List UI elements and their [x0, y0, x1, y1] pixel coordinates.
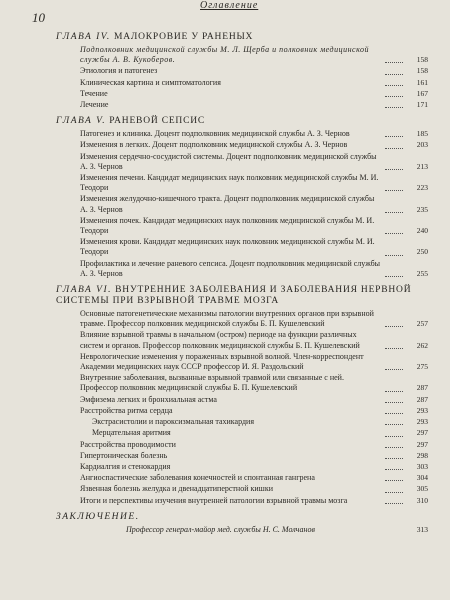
toc-entry-text: Изменения печени. Кандидат медицинских наук полковник медицинской службы М. И. Теодори — [80, 173, 379, 193]
toc-dot-leader — [385, 469, 403, 470]
toc-entry-text: Влияние взрывной травмы в начальном (остром) периоде на функции различных систем и органов. Профессор полковник медицинской службы Б. П. Кушелевский — [80, 330, 360, 350]
toc-dot-leader — [385, 233, 403, 234]
toc-entry — [80, 237, 428, 257]
conclusion-author-row — [126, 525, 428, 535]
toc-entry — [80, 440, 428, 450]
toc-dot-leader — [385, 148, 403, 149]
toc-entry-text: Ангиоспастические заболевания конечностей и спонтанная гангрена — [80, 473, 315, 483]
toc-entry-page: 297 — [416, 428, 428, 438]
toc-entry-page: 255 — [416, 268, 428, 278]
conclusion-title: ЗАКЛЮЧЕНИЕ. — [56, 511, 140, 522]
toc-entry — [80, 78, 428, 88]
toc-entry-text: Язвенная болезнь желудка и двенадцатиперстной кишки — [80, 484, 273, 494]
toc-entry-text: Течение — [80, 88, 108, 98]
toc-entry — [80, 484, 428, 494]
toc-entry — [80, 496, 428, 506]
toc-entry-text: Кардиалгия и стенокардия — [80, 461, 171, 471]
toc-entry-text: Экстрасистолии и пароксизмальная тахикардия — [92, 417, 255, 427]
toc-dot-leader — [385, 255, 403, 256]
toc-entry-page: 203 — [416, 140, 428, 150]
toc-entry-page: 310 — [416, 495, 428, 505]
table-of-contents — [56, 26, 428, 535]
toc-entry-page: 293 — [416, 405, 428, 415]
chapter-heading — [56, 285, 428, 307]
chapter-title: МАЛОКРОВИЕ У РАНЕНЫХ — [110, 32, 254, 42]
toc-entry-page: 235 — [416, 204, 428, 214]
page-header — [0, 0, 450, 25]
toc-entry-page: 298 — [416, 450, 428, 460]
toc-dot-leader — [385, 85, 403, 86]
toc-entry — [80, 373, 428, 393]
toc-dot-leader — [385, 169, 403, 170]
toc-dot-leader — [385, 480, 403, 481]
toc-entry — [80, 473, 428, 483]
toc-dot-leader — [385, 276, 403, 277]
toc-entry-page: 240 — [416, 226, 428, 236]
toc-entry-page: 303 — [416, 461, 428, 471]
toc-entry-text: Изменения в легких. Доцент подполковник медицинской службы А. З. Чернов — [80, 140, 348, 150]
toc-dot-leader — [385, 190, 403, 191]
conclusion-author: Профессор генерал-майор мед. службы Н. С. Молчанов — [126, 524, 315, 534]
toc-entry-text: Изменения желудочно-кишечного тракта. Доцент подполковник медицинской службы А. З. Чернов — [80, 194, 375, 214]
chapter-label: ГЛАВА IV. — [56, 32, 111, 42]
toc-dot-leader — [385, 458, 403, 459]
toc-entry-text: Расстройства проводимости — [80, 439, 176, 449]
toc-entry — [80, 451, 428, 461]
toc-entry-page: 297 — [416, 439, 428, 449]
toc-dot-leader — [385, 402, 403, 403]
toc-entry — [80, 395, 428, 405]
toc-entry-page: 257 — [416, 319, 428, 329]
toc-entry — [80, 140, 428, 150]
toc-dot-leader — [385, 436, 403, 437]
toc-entry-text: Этиология и патогенез — [80, 66, 158, 76]
toc-entry-text: Лечение — [80, 100, 109, 110]
toc-entry — [80, 100, 428, 110]
toc-entry-page: 223 — [416, 183, 428, 193]
chapter-authors-text: Подполковник медицинской службы М. Л. Щерба и полковник медицинской службы А. В. Кукоберов. — [80, 45, 370, 65]
toc-dot-leader — [385, 62, 403, 63]
toc-dot-leader — [385, 74, 403, 75]
toc-entry-text: Патогенез и клиника. Доцент подполковник медицинской службы А. З. Чернов — [80, 129, 350, 139]
toc-entry-text: Основные патогенетические механизмы патологии внутренних органов при взрывной травме. Профессор полковник медицинской службы Б. П. Кушелевский — [80, 309, 374, 329]
toc-dot-leader — [385, 136, 403, 137]
toc-entry-text: Внутренние заболевания, вызванные взрывной травмой или связанные с ней. Профессор полковник медицинской службы Б. П. Кушелевский — [80, 373, 344, 393]
toc-entry — [92, 417, 428, 427]
toc-entry — [80, 406, 428, 416]
toc-entry-page: 185 — [416, 129, 428, 139]
toc-entry — [80, 173, 428, 193]
toc-entry — [80, 309, 428, 329]
toc-entry-text: Неврологические изменения у пораженных взрывной волной. Член-корреспондент Академии медицинских наук СССР профессор И. Я. Раздольский — [80, 351, 364, 372]
chapter-title: РАНЕВОЙ СЕПСИС — [106, 116, 206, 127]
chapter-title: ВНУТРЕННИЕ ЗАБОЛЕВАНИЯ И ЗАБОЛЕВАНИЯ НЕРВНОЙ СИСТЕМЫ ПРИ ВЗРЫВНОЙ ТРАВМЕ МОЗГА — [56, 285, 412, 307]
toc-entry-text: Изменения сердечно-сосудистой системы. Доцент подполковник медицинской службы А. З. Чернов — [80, 151, 377, 171]
toc-entry-text: Гипертоническая болезнь — [80, 450, 168, 460]
toc-entry-text: Клиническая картина и симптоматология — [80, 77, 221, 87]
toc-entry — [80, 152, 428, 172]
toc-entry-text: Изменения крови. Кандидат медицинских наук полковник медицинской службы М. И. Теодори — [80, 237, 375, 257]
chapter-heading — [56, 116, 428, 127]
page-number: 10 — [32, 10, 45, 25]
toc-entry-page: 171 — [416, 100, 428, 110]
toc-entry — [80, 330, 428, 350]
toc-entry-page: 287 — [416, 383, 428, 393]
toc-dot-leader — [385, 413, 403, 414]
toc-entry — [80, 66, 428, 76]
toc-entry-text: Изменения почек. Кандидат медицинских наук полковник медицинской службы М. И. Теодори — [80, 215, 375, 236]
toc-entry-text: Расстройства ритма сердца — [80, 405, 173, 415]
toc-entry — [80, 259, 428, 279]
toc-entry-text: Эмфизема легких и бронхиальная астма — [80, 394, 217, 404]
chapter-label: ГЛАВА VI. — [56, 285, 112, 296]
toc-entry — [80, 89, 428, 99]
toc-dot-leader — [385, 369, 403, 370]
toc-entry — [80, 462, 428, 472]
toc-dot-leader — [385, 492, 403, 493]
toc-dot-leader — [385, 326, 403, 327]
toc-entry-page: 213 — [416, 161, 428, 171]
toc-entry-page: 287 — [416, 394, 428, 404]
toc-dot-leader — [385, 348, 403, 349]
toc-dot-leader — [385, 391, 403, 392]
toc-entry-page: 250 — [416, 247, 428, 257]
toc-entry — [80, 129, 428, 139]
toc-entry-page: 158 — [416, 55, 428, 65]
toc-dot-leader — [385, 212, 403, 213]
toc-entry — [80, 216, 428, 236]
running-head: Оглавление — [200, 0, 259, 11]
toc-entry-page: 161 — [416, 77, 428, 87]
toc-entry-text: Итоги и перспективы изучения внутренней патологии взрывной травмы мозга — [80, 495, 348, 505]
toc-entry — [80, 194, 428, 214]
toc-entry-page: 275 — [416, 362, 428, 372]
toc-dot-leader — [385, 107, 403, 108]
toc-dot-leader — [385, 447, 403, 448]
toc-dot-leader — [385, 424, 403, 425]
toc-entry — [80, 352, 428, 372]
toc-dot-leader — [385, 503, 403, 504]
conclusion-heading — [56, 512, 428, 523]
chapter-authors — [80, 45, 428, 65]
conclusion-page: 313 — [416, 524, 428, 534]
chapter-heading — [56, 32, 428, 43]
toc-entry-page: 293 — [416, 417, 428, 427]
toc-entry-page: 158 — [416, 66, 428, 76]
toc-entry — [92, 428, 428, 438]
toc-entry-page: 304 — [416, 473, 428, 483]
toc-entry-page: 167 — [416, 88, 428, 98]
toc-entry-text: Мерцательная аритмия — [92, 428, 171, 438]
chapter-label: ГЛАВА V. — [56, 116, 107, 127]
toc-dot-leader — [385, 96, 403, 97]
toc-entry-text: Профилактика и лечение раневого сепсиса. Доцент подполковник медицинской службы А. З. Чернов — [80, 258, 381, 278]
toc-entry-page: 305 — [416, 484, 428, 494]
toc-entry-page: 262 — [416, 340, 428, 350]
